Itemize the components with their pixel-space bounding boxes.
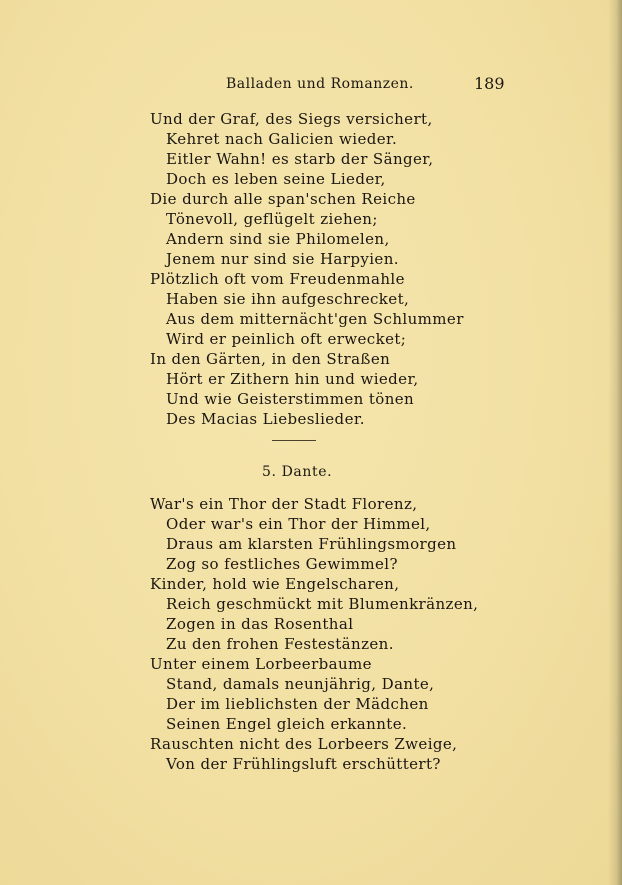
page-edge-shadow bbox=[608, 0, 622, 885]
verse-line: Reich geschmückt mit Blumenkränzen, bbox=[166, 595, 479, 613]
verse-line: Unter einem Lorbeerbaume bbox=[150, 655, 372, 673]
running-head: Balladen und Romanzen. bbox=[226, 76, 414, 92]
verse-line: Hört er Zithern hin und wieder, bbox=[166, 370, 419, 388]
verse-line: Plötzlich oft vom Freudenmahle bbox=[150, 270, 405, 288]
verse-line: Tönevoll, geflügelt ziehen; bbox=[166, 210, 378, 228]
page-number: 189 bbox=[474, 74, 505, 93]
verse-line: Der im lieblichsten der Mädchen bbox=[166, 695, 429, 713]
section-title: 5. Dante. bbox=[262, 464, 333, 480]
verse-line: Des Macias Liebeslieder. bbox=[166, 410, 365, 428]
verse-line: Wird er peinlich oft erwecket; bbox=[166, 330, 407, 348]
verse-line: Kinder, hold wie Engelscharen, bbox=[150, 575, 400, 593]
verse-line: In den Gärten, in den Straßen bbox=[150, 350, 391, 368]
verse-line: Rauschten nicht des Lorbeers Zweige, bbox=[150, 735, 458, 753]
verse-line: Die durch alle span'schen Reiche bbox=[150, 190, 416, 208]
verse-line: War's ein Thor der Stadt Florenz, bbox=[150, 495, 418, 513]
verse-line: Oder war's ein Thor der Himmel, bbox=[166, 515, 431, 533]
verse-line: Andern sind sie Philomelen, bbox=[166, 230, 390, 248]
verse-line: Draus am klarsten Frühlingsmorgen bbox=[166, 535, 457, 553]
verse-line: Jenem nur sind sie Harpyien. bbox=[166, 250, 399, 268]
verse-line: Zog so festliches Gewimmel? bbox=[166, 555, 398, 573]
verse-line: Seinen Engel gleich erkannte. bbox=[166, 715, 408, 733]
verse-line: Stand, damals neunjährig, Dante, bbox=[166, 675, 435, 693]
verse-line: Kehret nach Galicien wieder. bbox=[166, 130, 398, 148]
verse-line: Zu den frohen Festestänzen. bbox=[166, 635, 394, 653]
verse-line: Und der Graf, des Siegs versichert, bbox=[150, 110, 433, 128]
verse-line: Eitler Wahn! es starb der Sänger, bbox=[166, 150, 434, 168]
verse-line: Doch es leben seine Lieder, bbox=[166, 170, 386, 188]
verse-line: Haben sie ihn aufgeschrecket, bbox=[166, 290, 410, 308]
verse-line: Zogen in das Rosenthal bbox=[166, 615, 354, 633]
section-divider bbox=[272, 440, 316, 441]
verse-line: Von der Frühlingsluft erschüttert? bbox=[166, 755, 441, 773]
verse-line: Und wie Geisterstimmen tönen bbox=[166, 390, 415, 408]
verse-line: Aus dem mitternächt'gen Schlummer bbox=[166, 310, 464, 328]
